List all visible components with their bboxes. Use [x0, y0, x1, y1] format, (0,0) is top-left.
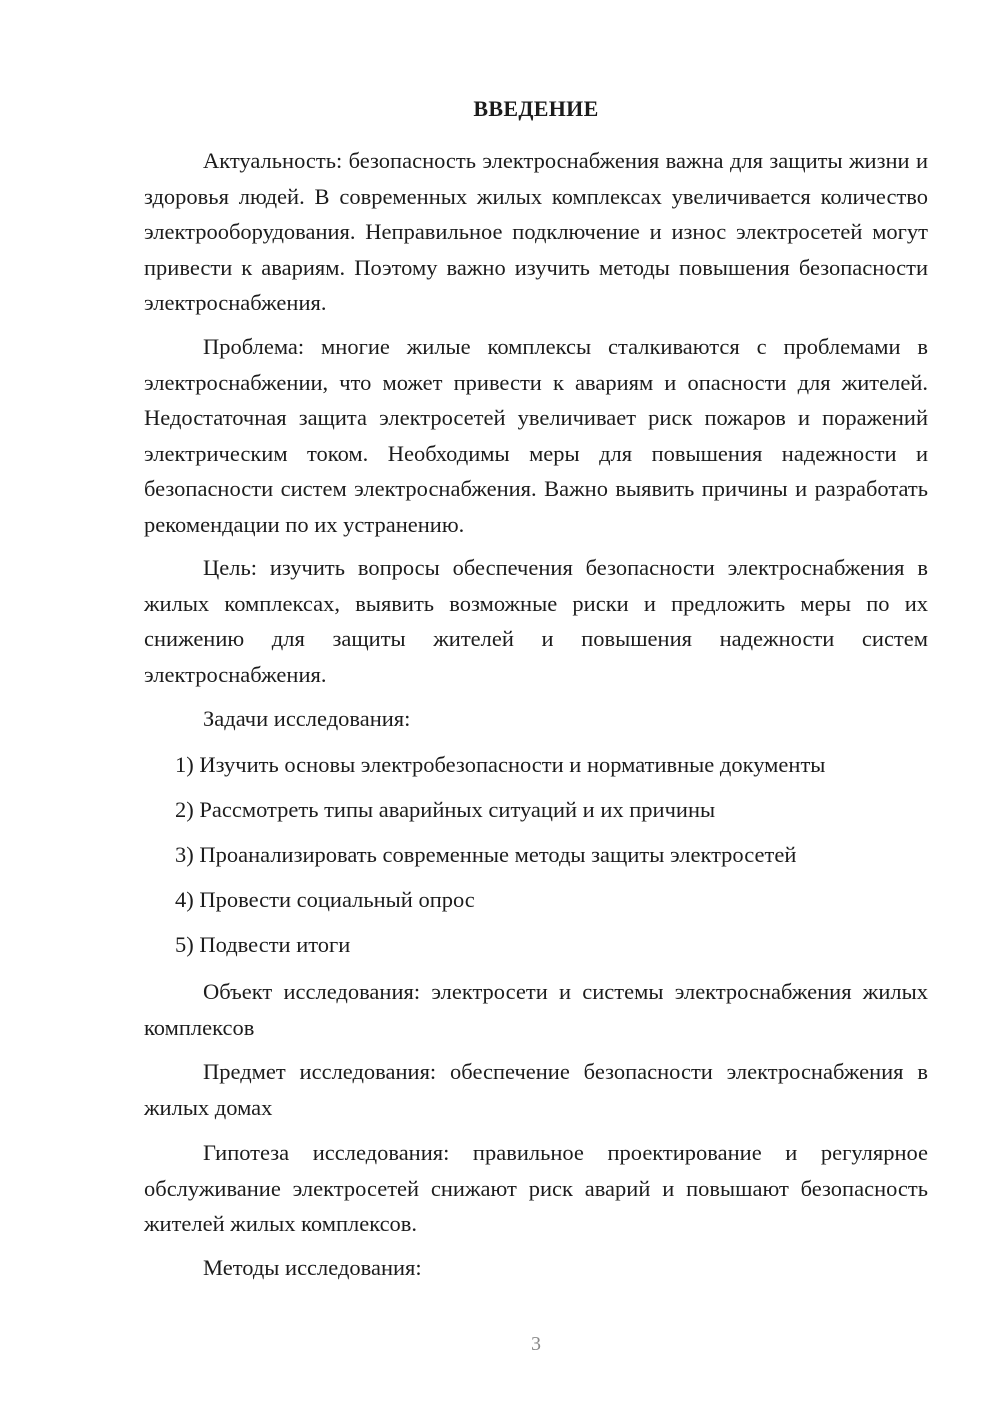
- task-item-4: 4) Провести социальный опрос: [175, 887, 475, 912]
- paragraph-goal: Цель: изучить вопросы обеспечения безопасности электроснабжения в жилых комплексах, выявить возможные риски и предложить меры по их снижению для защиты жителей и повышения надежности систем электроснабжения.: [144, 555, 928, 687]
- methods-title: Методы исследования:: [203, 1255, 422, 1280]
- paragraph-problem: Проблема: многие жилые комплексы сталкиваются с проблемами в электроснабжении, что может привести к авариям и опасности для жителей. Недостаточная защита электросетей увеличивает риск пожаров и поражений электрическим током. Необходимы меры для повышения надежности и безопасности систем электроснабжения. Важно выявить причины и разработать рекомендации по их устранению.: [144, 334, 928, 537]
- paragraph-hypothesis: Гипотеза исследования: правильное проектирование и регулярное обслуживание электросетей снижают риск аварий и повышают безопасность жителей жилых комплексов.: [144, 1140, 928, 1236]
- paragraph-relevance: Актуальность: безопасность электроснабжения важна для защиты жизни и здоровья людей. В современных жилых комплексах увеличивается количество электрооборудования. Неправильное подключение и износ электросетей могут привести к авариям. Поэтому важно изучить методы повышения безопасности электроснабжения.: [144, 148, 928, 315]
- paragraph-object: Объект исследования: электросети и системы электроснабжения жилых комплексов: [144, 979, 928, 1040]
- tasks-title: Задачи исследования:: [203, 706, 411, 731]
- paragraph-subject: Предмет исследования: обеспечение безопасности электроснабжения в жилых домах: [144, 1059, 928, 1120]
- task-item-3: 3) Проанализировать современные методы защиты электросетей: [175, 842, 797, 867]
- task-item-2: 2) Рассмотреть типы аварийных ситуаций и их причины: [175, 797, 716, 822]
- page-heading: ВВЕДЕНИЕ: [473, 96, 599, 121]
- task-item-1: 1) Изучить основы электробезопасности и нормативные документы: [175, 752, 826, 777]
- task-item-5: 5) Подвести итоги: [175, 932, 351, 957]
- page-number: 3: [531, 1333, 541, 1355]
